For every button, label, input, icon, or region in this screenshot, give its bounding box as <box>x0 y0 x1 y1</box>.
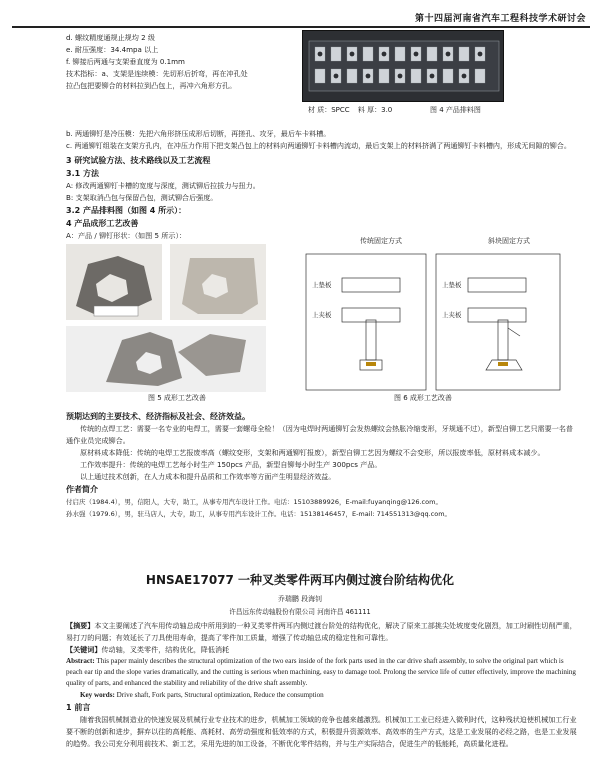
author-bio: 孙水强（1979.6），男，驻马店人，大专，助工，从事专用汽车设计工作。电话：15138146457，E-mail: 714551313@qq.com。 <box>66 510 452 518</box>
abstract-cn <box>66 620 580 644</box>
section-heading: 预期达到的主要技术、经济指标及社会、经济效益。 <box>66 412 250 421</box>
figure-6-caption: 图 6 成形工艺改善 <box>394 394 452 402</box>
abstract-en <box>66 656 580 689</box>
paper-affiliation: 许昌远东传动轴股份有限公司 河南许昌 461111 <box>229 608 371 616</box>
abstract-en-text: This paper mainly describes the structural optimization of the two ears inside of the fork parts used in the car drive shaft assembly, to solve the original part which is peach ear tip and the slope varies dramatically, and the cutting is serious when machining, easy to damage tool. Prolong the service life of cutter effectively, improve the machining quality of parts, and enhanced the stability and reliability of the drive shaft assembly. <box>66 657 576 687</box>
top-left-text <box>66 32 302 92</box>
strip-layout-drawing <box>303 31 505 103</box>
keywords-en-text: Drive shaft, Fork parts, Structural optimization, Reduce the consumption <box>116 691 324 699</box>
conference-title: 第十四届河南省汽车工程科技学术研讨会 <box>414 14 586 24</box>
paragraph: 以上通过技术创新，在人力成本和提升品质和工作效率等方面产生明显经济效益。 <box>80 472 336 481</box>
fig6-right-title: 斜块固定方式 <box>488 237 530 245</box>
author-bio: 付启庆（1984.4），男，信阳人，大专，助工，从事专用汽车设计工作。电话：15103889926，E-mail:fuyanqing@126.com。 <box>66 498 442 506</box>
text-line: d. 螺纹精度通规止规均 2 级 <box>66 33 155 42</box>
strip-layout-photo <box>302 30 504 102</box>
fig6-upper-label-left: 上垫板 <box>312 281 332 289</box>
fig6-left-title: 传统固定方式 <box>360 237 402 245</box>
keywords-en <box>66 689 580 701</box>
section-heading: 3.1 方法 <box>66 169 99 178</box>
paragraph: 工作效率提升：传统的电焊工艺每小时生产 150pcs 产品，新型自铆每小时生产 300pcs 产品。 <box>80 460 382 469</box>
abstract-label: 【摘要】 <box>66 621 95 630</box>
paragraph: c. 两通铆钉组装在支架方孔内，在冲压力作用下把支架凸包上的材料向两通铆钉卡料槽内流动，最后支架上的材料挤满了两通铆钉卡料槽内，形成无间隙的铆合。 <box>66 141 571 150</box>
figure-5-caption: 图 5 成形工艺改善 <box>148 394 206 402</box>
keywords-cn <box>66 644 580 656</box>
text-line: e. 耐压强度：34.4mpa 以上 <box>66 45 159 54</box>
fig6-drawing <box>302 248 564 398</box>
keywords-label: 【关键词】 <box>66 645 102 654</box>
fig6-lower-label-right: 上夹板 <box>442 311 462 319</box>
section-heading: 4 产品成形工艺改善 <box>66 219 139 228</box>
text-line: 拉凸包把要铆合的材料拉到凸包上，再冲六角形方孔。 <box>66 81 237 90</box>
section-heading: 3 研究试验方法、技术路线以及工艺流程 <box>66 156 211 165</box>
paper-authors: 乔瑞鹏 段海钊 <box>277 595 323 603</box>
abstract-en-label: Abstract: <box>66 657 95 665</box>
abstract-text: 本文主要阐述了汽车用传动轴总成中所用到的一种叉类零件两耳内侧过渡台阶处的结构优化，解决了原来工部挑尖处坡度变化剧烈，加工时刷性切削严重，易打刀的问题；有效延长了刀具使用寿命，提高了零件加工质量，增强了传动轴总成的稳定性和可靠性。 <box>66 621 577 642</box>
thickness-label: 料 厚：3.0 <box>357 106 393 114</box>
text-line: f. 铆接后两通与支架垂直度为 0.1mm <box>66 57 185 66</box>
text-line: 技术指标：a、支架是连续模：先切形后折弯，再在冲孔处 <box>66 69 248 78</box>
figure-4 <box>302 30 510 120</box>
paragraph: 原材料成本降低：传统的电焊工艺报废率高（螺纹变形，支架和两通铆钉报废），新型自铆工艺因为螺纹不会变形，所以报废率低，原材料成本减少。 <box>80 448 545 457</box>
fig6-upper-label-right: 上垫板 <box>442 281 462 289</box>
page-header <box>0 0 600 34</box>
material-label: 材 质：SPCC <box>308 106 350 114</box>
paper-title: HNSAE17077 一种叉类零件两耳内侧过渡台阶结构优化 <box>145 573 455 587</box>
figure-6 <box>302 234 564 402</box>
paragraph: A：产品 / 铆钉形状：（如图 5 所示）： <box>66 231 187 240</box>
section-heading: 3.2 产品排料图（如图 4 所示）： <box>66 206 187 215</box>
section-heading: 1 前言 <box>66 703 91 712</box>
header-rule <box>12 26 590 28</box>
paragraph: B: 支架取消凸包与保留凸包，测试铆合后强度。 <box>66 193 218 202</box>
figure-5 <box>66 244 266 414</box>
paper-2-body <box>66 620 580 750</box>
keywords-en-label: Key words: <box>80 691 115 699</box>
paragraph: A: 修改两通铆钉卡槽的宽度与深度，测试铆后拉拔力与扭力。 <box>66 181 260 190</box>
intro-paragraph: 随着我国机械制造业的快速发展及机械行业专业技术的进步，机械加工领域的竞争也越来越激烈。机械加工工业已经进入微利时代，这种残状迫使机械加工行业要不断的创新和进步，摒弃以往的高耗能、高耗材、高劳动强度和低效率的方式，积极提升资源效率、高效率的生产方式，这是工业发展的必经之路，也是工业发展的趋势。我公司充分利用前技术、新工艺，采用先进的加工设备，不断优化零件结构，并与生产实际结合，促进生产的低能耗，高质量化进程。 <box>66 715 577 748</box>
body-section-2 <box>66 410 580 520</box>
figure-4-material <box>308 105 392 115</box>
paragraph: b. 两通铆钉是冷压模：先把六角形挤压成形后切断，再搓孔、攻牙，最后车卡料槽。 <box>66 129 331 138</box>
fig6-lower-label-left: 上夹板 <box>312 311 332 319</box>
keywords-text: 传动轴，叉类零件，结构优化，降低消耗 <box>101 645 230 654</box>
paragraph: 传统的点焊工艺：需要一名专业的电焊工，需要一套螺母全检！（因为电焊时两通铆钉会发热螺纹会热胀冷缩变形，牙规通不过），新型自铆工艺只需要一名普通作业员完成铆合。 <box>66 424 574 445</box>
body-section-1 <box>66 128 580 242</box>
section-heading: 作者简介 <box>66 485 98 494</box>
figure-4-caption: 图 4 产品排料图 <box>430 106 481 114</box>
part-photos <box>66 244 266 392</box>
